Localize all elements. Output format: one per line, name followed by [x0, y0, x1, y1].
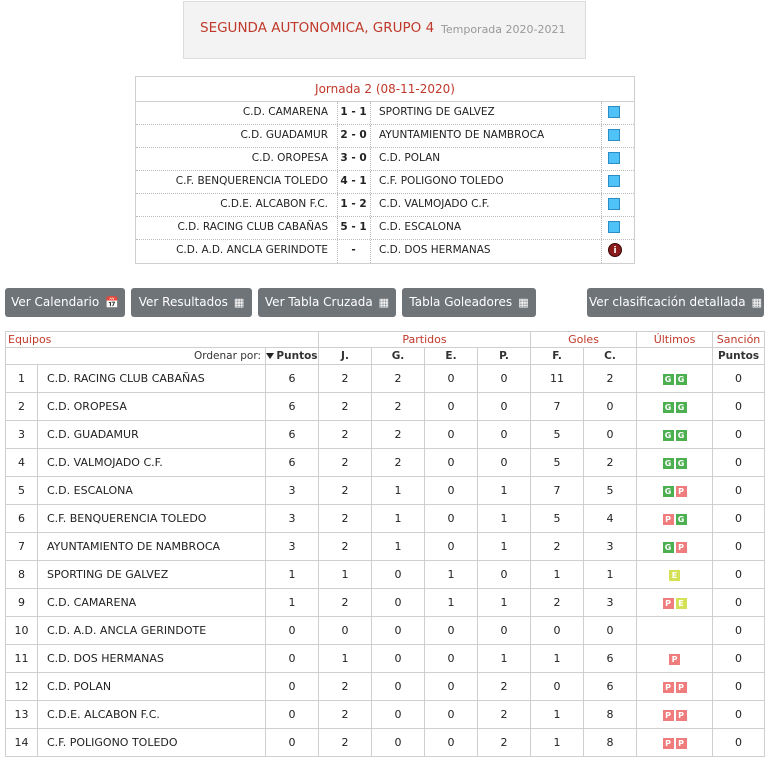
- sanction-points: 0: [713, 673, 765, 701]
- match-report-icon[interactable]: [608, 152, 620, 164]
- cross-table-button-label: Ver Tabla Cruzada: [264, 295, 373, 309]
- standings-table: [5, 331, 765, 757]
- goals-for: 7: [531, 393, 584, 421]
- form-badge: G: [676, 402, 687, 413]
- recent-form: [637, 533, 713, 561]
- away-team[interactable]: SPORTING DE GALVEZ: [379, 106, 495, 118]
- sanction-points-header: Puntos: [713, 348, 765, 365]
- lost: 1: [478, 645, 531, 673]
- divider: [370, 148, 371, 170]
- goals-for-header[interactable]: F.: [531, 348, 584, 365]
- round-results-panel: [135, 76, 635, 264]
- home-team[interactable]: C.D. CAMARENA: [242, 106, 328, 118]
- drawn: 1: [425, 561, 478, 589]
- scorers-button-label: Tabla Goleadores: [409, 295, 513, 309]
- goals-for: 5: [531, 421, 584, 449]
- form-badge: G: [663, 458, 674, 469]
- form-badge: P: [676, 738, 687, 749]
- played: 2: [319, 365, 372, 393]
- goals-against: 3: [584, 589, 637, 617]
- won-header[interactable]: G.: [372, 348, 425, 365]
- lost: 1: [478, 533, 531, 561]
- position: 12: [6, 673, 38, 701]
- sanction-points: 0: [713, 421, 765, 449]
- recent-form: [637, 701, 713, 729]
- points: 6: [266, 393, 319, 421]
- position: 14: [6, 729, 38, 757]
- match-score: 1 - 2: [340, 198, 367, 210]
- sanction-points: 0: [713, 533, 765, 561]
- team-name[interactable]: C.D. GUADAMUR: [38, 421, 266, 449]
- match-score: 3 - 0: [340, 152, 367, 164]
- last-subheader: [637, 348, 713, 365]
- form-badge: G: [676, 430, 687, 441]
- drawn: 0: [425, 645, 478, 673]
- won: 2: [372, 421, 425, 449]
- last-header: Últimos: [637, 332, 713, 348]
- goals-against: 0: [584, 421, 637, 449]
- goals-against-header[interactable]: C.: [584, 348, 637, 365]
- won: 0: [372, 617, 425, 645]
- goals-for: 2: [531, 589, 584, 617]
- teams-header: Equipos: [6, 332, 319, 348]
- drawn: 0: [425, 365, 478, 393]
- lost-header[interactable]: P.: [478, 348, 531, 365]
- points: 0: [266, 701, 319, 729]
- recent-form: [637, 673, 713, 701]
- table-row: [6, 477, 765, 505]
- grid-icon: ▦: [751, 296, 762, 309]
- lost: 0: [478, 449, 531, 477]
- scorers-button[interactable]: [402, 288, 536, 317]
- drawn: 0: [425, 477, 478, 505]
- drawn: 0: [425, 393, 478, 421]
- sanction-points: 0: [713, 617, 765, 645]
- sanction-points: 0: [713, 729, 765, 757]
- table-row: [6, 701, 765, 729]
- form-badge: E: [676, 598, 687, 609]
- results-button-label: Ver Resultados: [138, 295, 228, 309]
- match-row[interactable]: [136, 148, 634, 171]
- form-badge: G: [676, 514, 687, 525]
- played: 0: [319, 617, 372, 645]
- sanction-points: 0: [713, 449, 765, 477]
- points: 1: [266, 561, 319, 589]
- goals-header: Goles: [531, 332, 637, 348]
- divider: [370, 194, 371, 216]
- lost: 2: [478, 729, 531, 757]
- table-row: [6, 449, 765, 477]
- points: 6: [266, 365, 319, 393]
- match-row[interactable]: [136, 102, 634, 125]
- played: 2: [319, 393, 372, 421]
- points-header-label: Puntos: [276, 350, 318, 362]
- form-badge: E: [669, 570, 680, 581]
- form-badge: G: [676, 374, 687, 385]
- goals-against: 0: [584, 393, 637, 421]
- form-badge: P: [663, 710, 674, 721]
- home-team[interactable]: C.F. BENQUERENCIA TOLEDO: [175, 175, 328, 187]
- drawn-header[interactable]: E.: [425, 348, 478, 365]
- goals-against: 3: [584, 533, 637, 561]
- team-name[interactable]: C.D. POLAN: [38, 673, 266, 701]
- recent-form: [637, 477, 713, 505]
- goals-for: 5: [531, 449, 584, 477]
- match-row[interactable]: [136, 171, 634, 194]
- lost: 0: [478, 617, 531, 645]
- drawn: 0: [425, 533, 478, 561]
- sanction-points: 0: [713, 477, 765, 505]
- goals-for: 2: [531, 533, 584, 561]
- match-report-icon[interactable]: [608, 198, 620, 210]
- divider: [601, 148, 602, 170]
- table-row: [6, 505, 765, 533]
- position: 8: [6, 561, 38, 589]
- position: 10: [6, 617, 38, 645]
- form-badge: P: [676, 710, 687, 721]
- table-row: [6, 365, 765, 393]
- away-team[interactable]: C.D. POLAN: [379, 152, 441, 164]
- drawn: 0: [425, 449, 478, 477]
- table-row: [6, 645, 765, 673]
- played: 2: [319, 673, 372, 701]
- played: 2: [319, 421, 372, 449]
- detailed-standings-button[interactable]: [587, 288, 764, 317]
- played: 2: [319, 449, 372, 477]
- form-badge: G: [663, 486, 674, 497]
- table-row: [6, 729, 765, 757]
- team-name[interactable]: C.D. DOS HERMANAS: [38, 645, 266, 673]
- team-name[interactable]: C.D. CAMARENA: [38, 589, 266, 617]
- goals-against: 5: [584, 477, 637, 505]
- lost: 2: [478, 701, 531, 729]
- table-row: [6, 561, 765, 589]
- home-team[interactable]: C.D. RACING CLUB CABAÑAS: [177, 221, 328, 233]
- divider: [601, 102, 602, 124]
- goals-against: 4: [584, 505, 637, 533]
- form-badge: G: [663, 374, 674, 385]
- won: 2: [372, 365, 425, 393]
- divider: [370, 171, 371, 193]
- team-name[interactable]: C.D. A.D. ANCLA GERINDOTE: [38, 617, 266, 645]
- calendar-icon: 📅: [105, 296, 119, 309]
- home-team[interactable]: C.D. A.D. ANCLA GERINDOTE: [176, 244, 328, 256]
- order-by-label: Ordenar por:: [6, 348, 266, 365]
- match-list: [136, 102, 634, 263]
- sanction-points: 0: [713, 505, 765, 533]
- sort-desc-icon: [266, 353, 274, 359]
- played: 1: [319, 561, 372, 589]
- goals-against: 2: [584, 365, 637, 393]
- away-team[interactable]: AYUNTAMIENTO DE NAMBROCA: [379, 129, 545, 141]
- goals-for: 1: [531, 701, 584, 729]
- table-row: [6, 393, 765, 421]
- match-score: 4 - 1: [340, 175, 367, 187]
- lost: 0: [478, 393, 531, 421]
- away-team[interactable]: C.F. POLIGONO TOLEDO: [379, 175, 504, 187]
- recent-form: [637, 561, 713, 589]
- lost: 1: [478, 477, 531, 505]
- cross-table-button[interactable]: [258, 288, 396, 317]
- won: 0: [372, 729, 425, 757]
- results-button[interactable]: [131, 288, 252, 317]
- home-team[interactable]: C.D.E. ALCABON F.C.: [220, 198, 328, 210]
- divider: [370, 240, 371, 263]
- goals-against: 6: [584, 673, 637, 701]
- matches-header: Partidos: [319, 332, 531, 348]
- points: 3: [266, 533, 319, 561]
- points: 3: [266, 477, 319, 505]
- form-badge: P: [663, 598, 674, 609]
- sanction-points: 0: [713, 393, 765, 421]
- won: 2: [372, 393, 425, 421]
- form-badge: G: [663, 542, 674, 553]
- grid-icon: ▦: [378, 296, 390, 309]
- goals-for: 5: [531, 505, 584, 533]
- drawn: 0: [425, 617, 478, 645]
- points: 1: [266, 589, 319, 617]
- goals-for: 0: [531, 673, 584, 701]
- goals-against: 8: [584, 701, 637, 729]
- season-label: Temporada 2020-2021: [441, 23, 566, 36]
- position: 7: [6, 533, 38, 561]
- recent-form: [637, 505, 713, 533]
- form-badge: P: [676, 486, 687, 497]
- match-row[interactable]: [136, 125, 634, 148]
- calendar-button[interactable]: [5, 288, 125, 317]
- goals-for: 1: [531, 645, 584, 673]
- competition-header: [183, 1, 586, 59]
- won: 0: [372, 589, 425, 617]
- match-report-icon[interactable]: [608, 221, 620, 233]
- sanction-points: 0: [713, 645, 765, 673]
- drawn: 0: [425, 421, 478, 449]
- team-name[interactable]: C.D. ESCALONA: [38, 477, 266, 505]
- goals-for: 7: [531, 477, 584, 505]
- home-team[interactable]: C.D. GUADAMUR: [240, 129, 328, 141]
- drawn: 0: [425, 673, 478, 701]
- form-badge: P: [669, 654, 680, 665]
- goals-against: 1: [584, 561, 637, 589]
- played: 2: [319, 729, 372, 757]
- points: 6: [266, 449, 319, 477]
- points: 3: [266, 505, 319, 533]
- away-team[interactable]: C.D. VALMOJADO C.F.: [379, 198, 490, 210]
- won: 2: [372, 449, 425, 477]
- info-icon[interactable]: i: [608, 243, 622, 257]
- position: 2: [6, 393, 38, 421]
- form-badge: G: [663, 430, 674, 441]
- drawn: 1: [425, 589, 478, 617]
- form-badge: P: [676, 542, 687, 553]
- goals-for: 11: [531, 365, 584, 393]
- drawn: 0: [425, 701, 478, 729]
- position: 9: [6, 589, 38, 617]
- standings-body: [6, 365, 765, 757]
- drawn: 0: [425, 729, 478, 757]
- divider: [601, 125, 602, 147]
- goals-for: 1: [531, 561, 584, 589]
- table-row: [6, 673, 765, 701]
- match-score: -: [351, 244, 356, 256]
- match-row[interactable]: [136, 240, 634, 263]
- divider: [601, 194, 602, 216]
- match-report-icon[interactable]: [608, 106, 620, 118]
- goals-against: 0: [584, 617, 637, 645]
- recent-form: [637, 589, 713, 617]
- team-name[interactable]: C.D.E. ALCABON F.C.: [38, 701, 266, 729]
- match-report-icon[interactable]: [608, 129, 620, 141]
- points: 0: [266, 617, 319, 645]
- played: 2: [319, 589, 372, 617]
- position: 13: [6, 701, 38, 729]
- team-name[interactable]: SPORTING DE GALVEZ: [38, 561, 266, 589]
- won: 0: [372, 561, 425, 589]
- played: 2: [319, 701, 372, 729]
- recent-form: [637, 645, 713, 673]
- match-score: 5 - 1: [340, 221, 367, 233]
- goals-against: 2: [584, 449, 637, 477]
- position: 3: [6, 421, 38, 449]
- sanction-points: 0: [713, 561, 765, 589]
- form-badge: P: [663, 514, 674, 525]
- won: 0: [372, 673, 425, 701]
- match-score: 1 - 1: [340, 106, 367, 118]
- team-name[interactable]: C.D. VALMOJADO C.F.: [38, 449, 266, 477]
- recent-form: [637, 449, 713, 477]
- detailed-standings-button-label: Ver clasificación detallada: [589, 295, 746, 309]
- played: 2: [319, 533, 372, 561]
- team-name[interactable]: C.D. OROPESA: [38, 393, 266, 421]
- form-badge: P: [663, 682, 674, 693]
- goals-for: 0: [531, 617, 584, 645]
- played: 1: [319, 645, 372, 673]
- recent-form: [637, 393, 713, 421]
- match-score: 2 - 0: [340, 129, 367, 141]
- lost: 0: [478, 365, 531, 393]
- table-row: [6, 617, 765, 645]
- recent-form: [637, 729, 713, 757]
- grid-icon: ▦: [233, 296, 245, 309]
- points: 0: [266, 729, 319, 757]
- match-row[interactable]: [136, 217, 634, 240]
- lost: 0: [478, 561, 531, 589]
- grid-icon: ▦: [518, 296, 529, 309]
- position: 11: [6, 645, 38, 673]
- goals-against: 8: [584, 729, 637, 757]
- goals-against: 6: [584, 645, 637, 673]
- lost: 1: [478, 505, 531, 533]
- sanction-header: Sanción: [713, 332, 765, 348]
- lost: 0: [478, 421, 531, 449]
- position: 1: [6, 365, 38, 393]
- position: 4: [6, 449, 38, 477]
- goals-for: 1: [531, 729, 584, 757]
- divider: [601, 171, 602, 193]
- recent-form: [637, 421, 713, 449]
- position: 6: [6, 505, 38, 533]
- divider: [370, 102, 371, 124]
- played-header[interactable]: J.: [319, 348, 372, 365]
- table-row: [6, 533, 765, 561]
- won: 0: [372, 645, 425, 673]
- won: 1: [372, 505, 425, 533]
- played: 2: [319, 477, 372, 505]
- table-row: [6, 421, 765, 449]
- divider: [370, 125, 371, 147]
- team-name[interactable]: AYUNTAMIENTO DE NAMBROCA: [38, 533, 266, 561]
- divider: [601, 217, 602, 239]
- sort-points-header[interactable]: [266, 348, 319, 365]
- team-name[interactable]: C.F. BENQUERENCIA TOLEDO: [38, 505, 266, 533]
- calendar-button-label: Ver Calendario: [11, 295, 100, 309]
- round-title[interactable]: Jornada 2 (08-11-2020): [136, 77, 634, 102]
- competition-title: SEGUNDA AUTONOMICA, GRUPO 4: [200, 20, 435, 36]
- won: 0: [372, 701, 425, 729]
- form-badge: G: [676, 458, 687, 469]
- match-row[interactable]: [136, 194, 634, 217]
- away-team[interactable]: C.D. DOS HERMANAS: [379, 244, 491, 256]
- points: 0: [266, 645, 319, 673]
- sanction-points: 0: [713, 365, 765, 393]
- away-team[interactable]: C.D. ESCALONA: [379, 221, 462, 233]
- form-badge: P: [676, 682, 687, 693]
- sanction-points: 0: [713, 589, 765, 617]
- divider: [370, 217, 371, 239]
- form-badge: G: [663, 402, 674, 413]
- won: 1: [372, 477, 425, 505]
- home-team[interactable]: C.D. OROPESA: [251, 152, 328, 164]
- played: 2: [319, 505, 372, 533]
- divider: [601, 240, 602, 263]
- table-row: [6, 589, 765, 617]
- sanction-points: 0: [713, 701, 765, 729]
- match-report-icon[interactable]: [608, 175, 620, 187]
- position: 5: [6, 477, 38, 505]
- team-name[interactable]: C.D. RACING CLUB CABAÑAS: [38, 365, 266, 393]
- team-name[interactable]: C.F. POLIGONO TOLEDO: [38, 729, 266, 757]
- recent-form: [637, 365, 713, 393]
- points: 0: [266, 673, 319, 701]
- points: 6: [266, 421, 319, 449]
- drawn: 0: [425, 505, 478, 533]
- lost: 1: [478, 589, 531, 617]
- form-badge: P: [663, 738, 674, 749]
- recent-form: [637, 617, 713, 645]
- won: 1: [372, 533, 425, 561]
- lost: 2: [478, 673, 531, 701]
